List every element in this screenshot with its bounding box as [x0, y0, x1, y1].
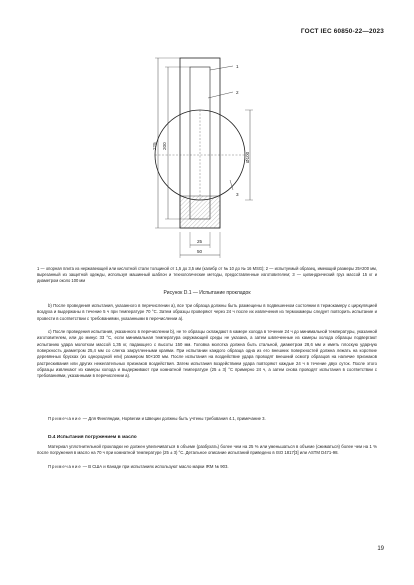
note-2-text: — В США и Канаде при испытаниях используют масло марки IRM № 903. [81, 464, 229, 469]
dim-height-inner: 200 [162, 142, 167, 150]
callout-2: 2 [236, 90, 239, 95]
callout-3: 3 [236, 192, 239, 197]
paragraph-c: c) После проведения испытания, указанного в перечислении b), не те образцы охлаждают в камере холода в течение 24 ч до минимальной температуры, указанной изготовителем, или до минус 33 °С, если минимальная температура окружающей среды не указана, а затем швлеченные из камеры холода образцы подвергают испытанию удара молотком массой 1,35 кг, падающего с высоты 150 мм. Головка молотка должна быть стальной, диаметром 28,6 мм и иметь плоскую ударную поверхность диаметром 25,4 мм со слегка закругленными краями. При испытании каждого образца одна из его внешних поверхностей должна лежать на короткие деревянных брусках (из однородной ели) размером 50×100 мм. После испытания на воздействие удара проводят внешний осмотр образцов на наличие признаков растрескивания или других нежелательных признаков воздействия. Затем испытания воздействием удара повторяют каждые 24 ч в течение двух суток. После этого образцы извлекают из камеры холода и выдерживают при комнатной температуре (25 ± 3) °С примерно 24 ч, а затем снова проводят испытания в соответствии с требованиями, указанными в перечислении а). [37, 329, 377, 379]
note-2 [37, 464, 377, 470]
hatched-section [180, 196, 220, 228]
figure-legend: 1 — опорная плита из нержавеющей или кислотной стали толщиной от 1,5 до 3,5 мм (калибр от № 10 до № 16 MSG); 2 — испытуемый образец, имеющий размеры 25×200 мм, вырезанный из защитной одежды, используя машинный шаблон и технологические методы, предоставленные изготовителем; 3 — цилиндрический груз массой 15 кг и диаметром около 100 мм [37, 266, 377, 283]
figure-caption: Рисунок D.1 — Испытание прокладок [163, 290, 251, 296]
standard-header: ГОСТ IEC 60850-22—2023 [300, 28, 384, 35]
cylindrical-weight [155, 110, 245, 200]
section-title: D.4 Испытания погружением в масло [48, 435, 137, 440]
note-2-label: Примечание [48, 464, 82, 469]
page-number: 19 [377, 546, 384, 552]
dim-width-inner: 25 [197, 239, 203, 244]
dim-width-outer: 50 [197, 249, 203, 254]
note-1-text: — Для Финляндии, Норвегии и Швеции должны быть учтены требования 4.1, примечание 3. [81, 416, 266, 421]
dim-diameter: Ø100 [245, 151, 250, 163]
callout-1: 1 [236, 64, 239, 69]
paragraph-b: b) После проведения испытания, указанного в перечислении а), все три образца должны быть размещены в подвешенном состоянии в термокамеру с циркуляцией воздуха и выдержаны в течение 5 ч при температуре 70 °С. Затем образцы проверяют через 24 ч после их извлечения из термокамеры следует повторить испытание и провести в соответствии с требованиями, указанными в перечислении а). [37, 303, 377, 321]
note-1-label: Примечание [48, 416, 82, 421]
dim-height-outer: 225 [152, 142, 157, 150]
paragraph-oil-test: Материал уплотнительной прокладки не должен увеличиваться в объеме (разбухать) более чем на 25 % или уменьшаться в объеме (сжиматься) более чем на 1 % после погружения в масло на 70 ч при комнатной температуре (25 ± 3) °С. Детальное описание испытаний приведено в ISO 1817[3] или ASTM D471-98. [37, 444, 377, 456]
note-1 [37, 416, 377, 422]
gasket-test-figure [0, 0, 414, 265]
